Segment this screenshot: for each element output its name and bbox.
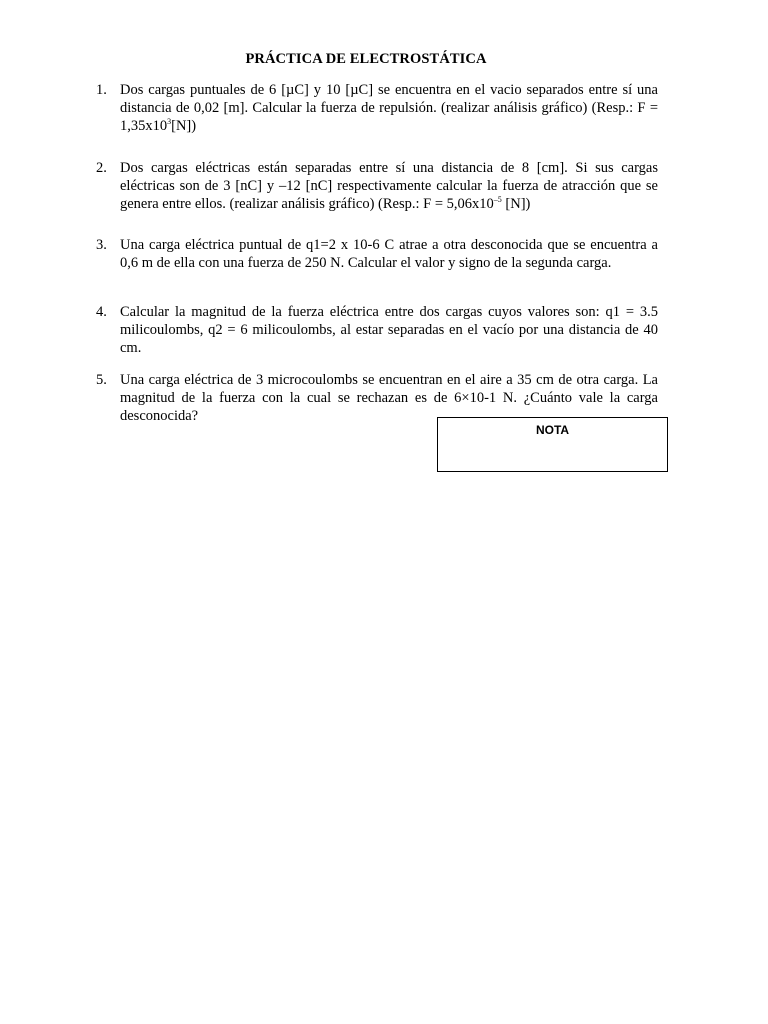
question-3 xyxy=(96,236,658,272)
question-2 xyxy=(96,159,658,213)
question-tail: [N]) xyxy=(501,196,531,212)
exponent: –5 xyxy=(493,195,502,205)
question-number: 5. xyxy=(96,372,107,388)
question-number: 1. xyxy=(96,82,107,98)
question-text xyxy=(120,159,658,213)
exponent: 3 xyxy=(167,117,172,127)
question-body: Dos cargas eléctricas están separadas entre sí una distancia de 8 [cm]. Si sus cargas eléctricas son de 3 [nC] y –12 [nC] respectivamente calcular la fuerza de atracción que se genera entre ellos. (realizar análisis gráfico) (Resp.: F = 5,06x10 xyxy=(120,160,658,212)
question-text: Calcular la magnitud de la fuerza eléctrica entre dos cargas cuyos valores son: q1 = 3.5 milicoulombs, q2 = 6 milicoulombs, al estar separadas en el vacío por una distancia de 40 cm. xyxy=(120,304,658,356)
question-number: 2. xyxy=(96,160,107,176)
grade-label: NOTA xyxy=(535,423,570,437)
question-text: Una carga eléctrica puntual de q1=2 x 10-6 C atrae a otra desconocida que se encuentra a 0,6 m de ella con una fuerza de 250 N. Calcular el valor y signo de la segunda carga. xyxy=(120,237,658,271)
question-1 xyxy=(96,81,658,135)
question-text: Una carga eléctrica de 3 microcoulombs se encuentran en el aire a 35 cm de otra carga. La magnitud de la fuerza con la cual se rechazan es de 6×10-1 N. ¿Cuánto vale la carga desconocida? xyxy=(120,372,658,424)
question-4 xyxy=(96,303,658,357)
grade-box xyxy=(437,417,668,472)
question-text xyxy=(120,81,658,135)
question-number: 4. xyxy=(96,304,107,320)
question-tail: [N]) xyxy=(171,118,197,134)
page-title: PRÁCTICA DE ELECTROSTÁTICA xyxy=(245,51,487,67)
question-body: Dos cargas puntuales de 6 [µC] y 10 [µC] se encuentra en el vacio separados entre sí una distancia de 0,02 [m]. Calcular la fuerza de repulsión. (realizar análisis gráfico) (Resp.: F = 1,35x10 xyxy=(120,82,658,134)
question-number: 3. xyxy=(96,237,107,253)
